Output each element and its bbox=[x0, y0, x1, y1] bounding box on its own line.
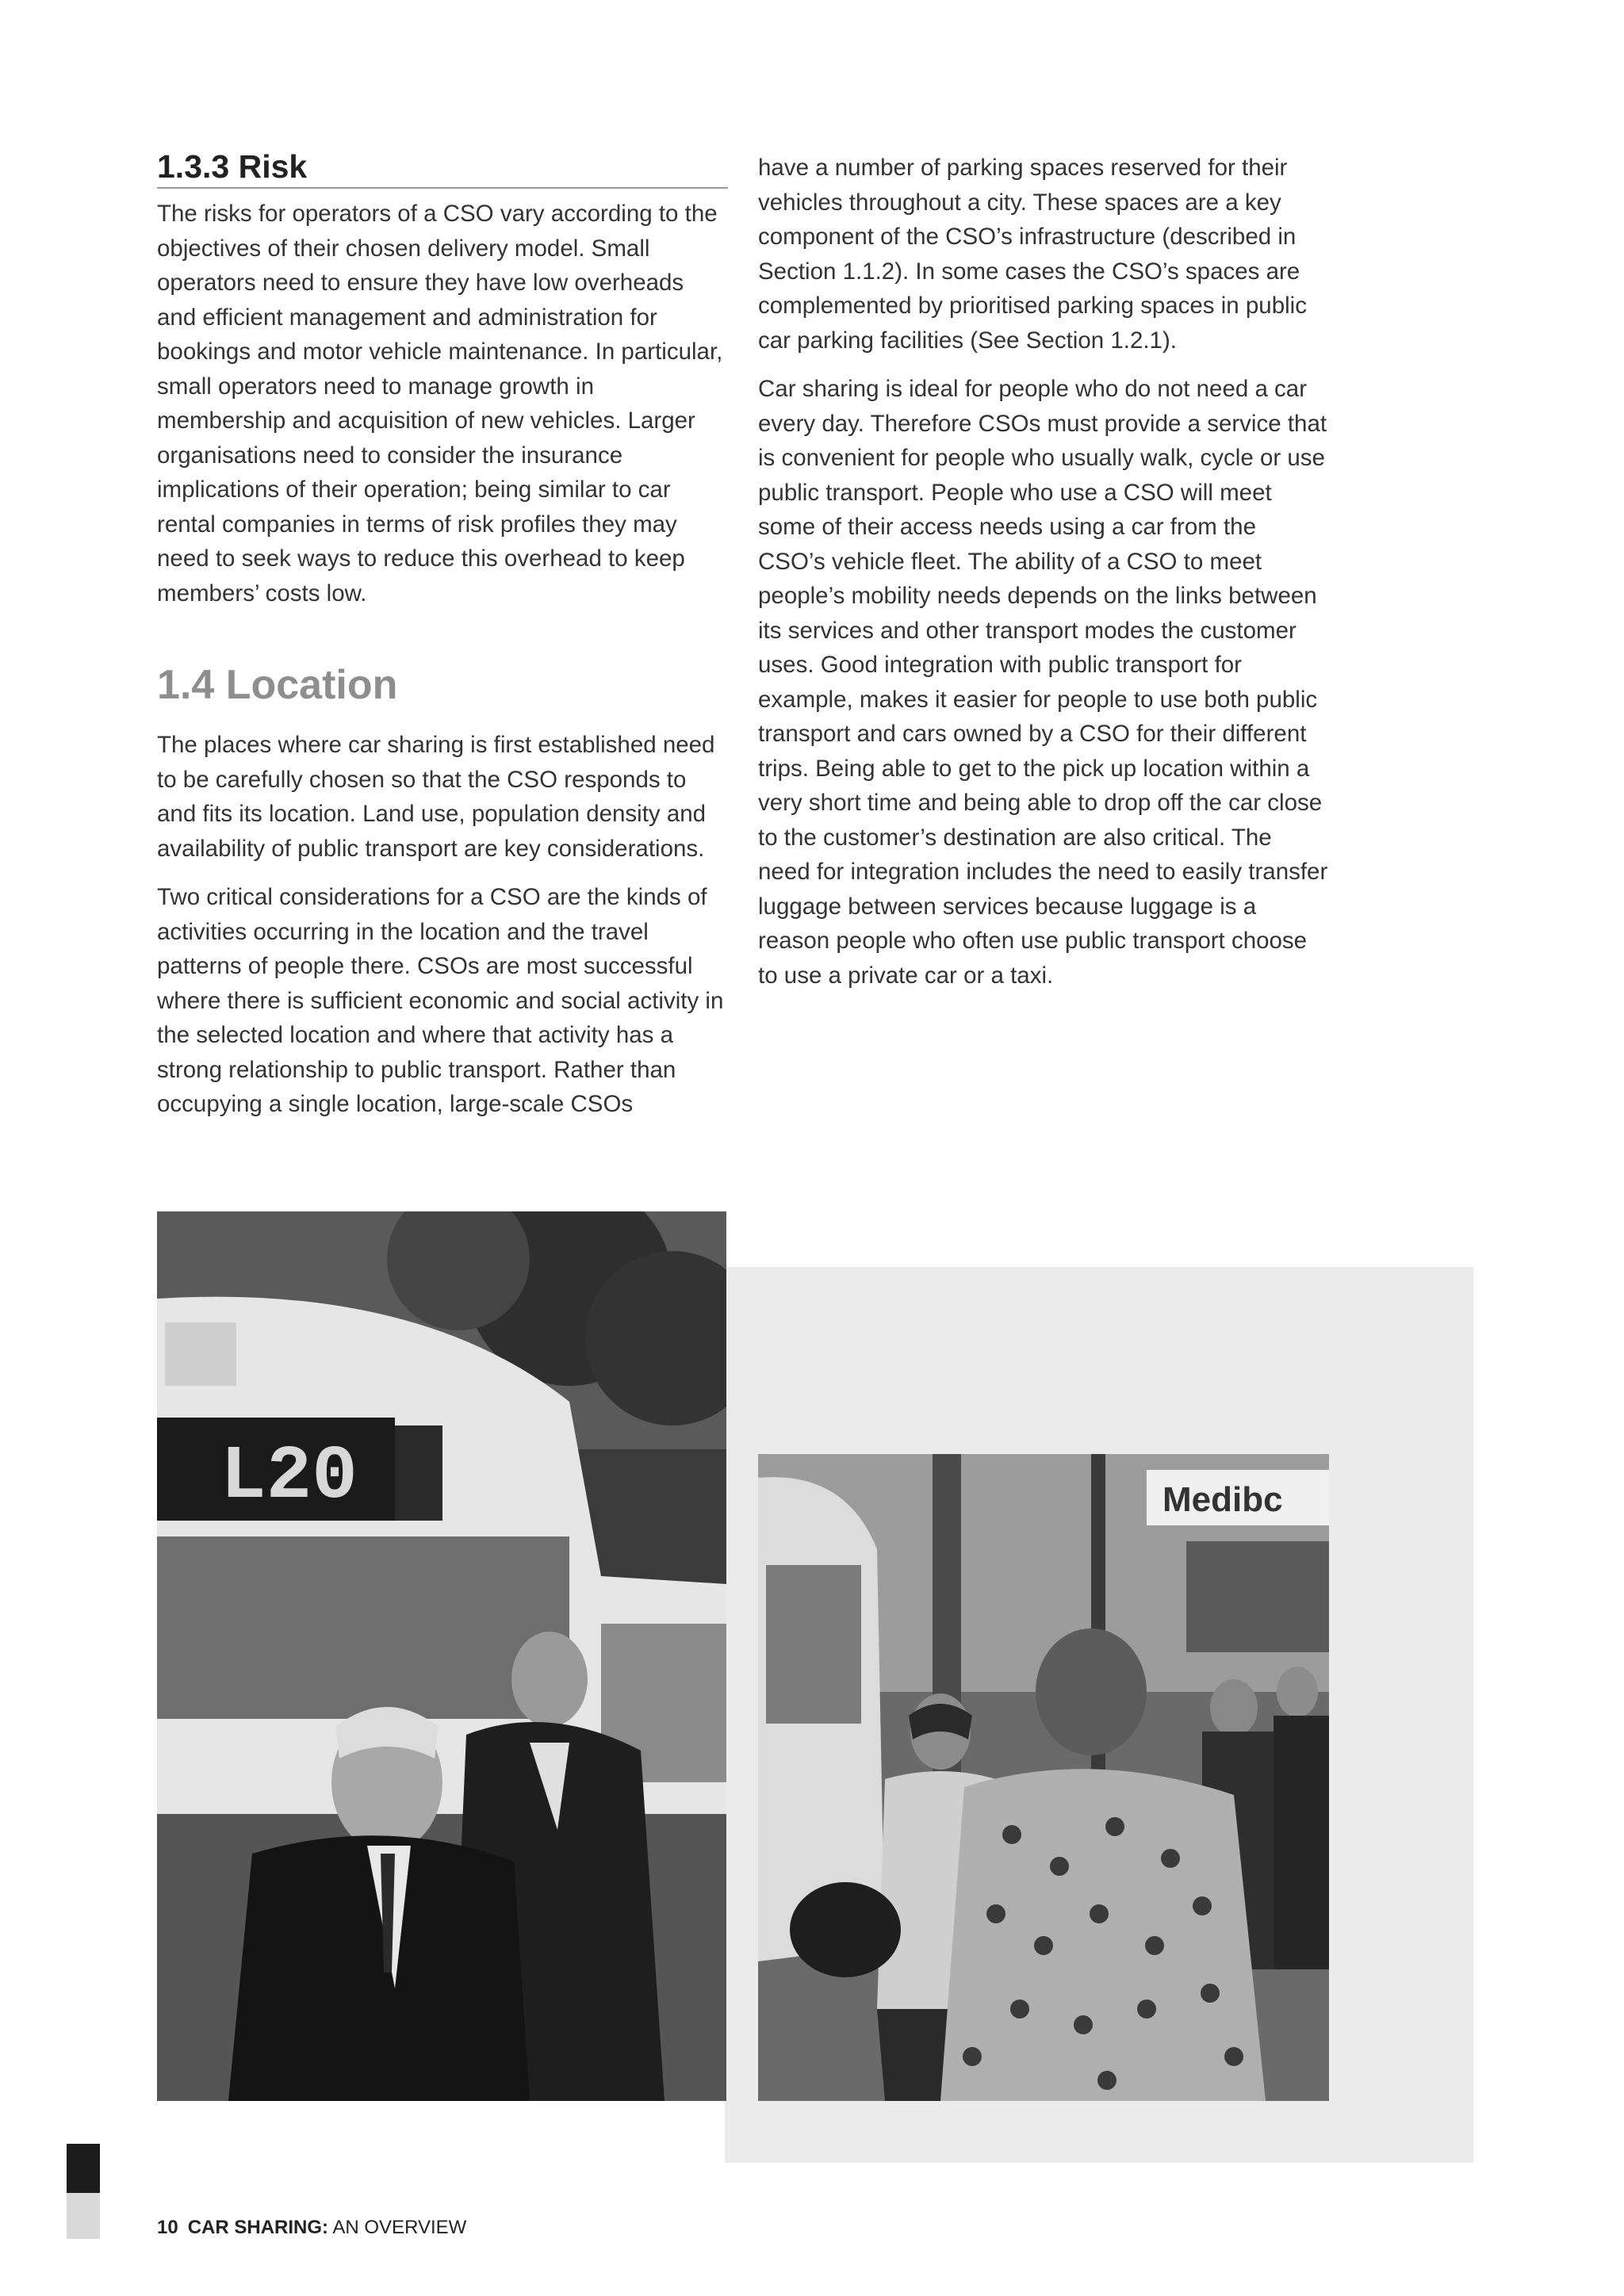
right-paragraph-2: Car sharing is ideal for people who do not need a car every day. Therefore CSOs must provide a service that is convenient for people who usually walk, cycle or use public transport. People who use a CSO will meet some of their access needs using a car from the CSO’s vehicle fleet. The ability of a CSO to meet people’s mobility needs depends on the links between its services and other transport modes the customer uses. Good integration with public transport for example, makes it easier for people to use both public transport and cars owned by a CSO for their different trips. Being able to get to the pick up location within a very short time and being able to drop off the car close to the customer’s destination are also critical. The need for integration includes the need to easily transfer luggage between services because luggage is a reason people who often use public transport choose to use a private car or a taxi. bbox=[758, 376, 1328, 989]
section-heading-location: 1.4 Location bbox=[157, 662, 398, 708]
section-heading-risk: 1.3.3 Risk bbox=[157, 147, 728, 189]
footer-subtitle: AN OVERVIEW bbox=[328, 2217, 467, 2238]
right-column bbox=[758, 151, 1329, 1007]
location-paragraph-2: Two critical considerations for a CSO are the kinds of activities occurring in the location and the travel patterns of people there. CSOs are most successful where there is sufficient economic and social activity in the selected location and where that activity has a strong relationship to public transport. Rather than occupying a single location, large-scale CSOs bbox=[157, 884, 724, 1117]
risk-paragraph: The risks for operators of a CSO vary according to the objectives of their chosen delivery model. Small operators need to ensure they have low overheads and efficient management and administration for bookings and motor vehicle maintenance. In particular, small operators need to manage growth in membership and acquisition of new vehicles. Larger organisations need to consider the insurance implications of their operation; being similar to car rental companies in terms of risk profiles they may need to seek ways to reduce this overhead to keep members’ costs low. bbox=[157, 201, 723, 607]
page-footer bbox=[157, 2217, 466, 2239]
edge-mark-dark bbox=[67, 2144, 100, 2193]
right-paragraph-1: have a number of parking spaces reserved for their vehicles throughout a city. These spaces are a key component of the CSO’s infrastructure (described in Section 1.1.2). In some cases the CSO’s spaces are complemented by prioritised parking spaces in public car parking facilities (See Section 1.2.1). bbox=[758, 155, 1307, 354]
footer-brand: CAR SHARING: bbox=[187, 2217, 329, 2238]
edge-mark-light bbox=[67, 2193, 100, 2239]
page-number: 10 bbox=[157, 2217, 178, 2238]
bus-street-photo bbox=[157, 1211, 726, 2101]
medibank-sign: Medibc bbox=[1162, 1480, 1283, 1519]
pedestrian-street-photo bbox=[758, 1454, 1329, 2101]
location-paragraph-1: The places where car sharing is first established need to be carefully chosen so that the CSO responds to and fits its location. Land use, population density and availability of public transport are key considerations. bbox=[157, 732, 715, 862]
left-column bbox=[157, 147, 728, 1136]
bus-route-sign: L20 bbox=[220, 1433, 358, 1520]
